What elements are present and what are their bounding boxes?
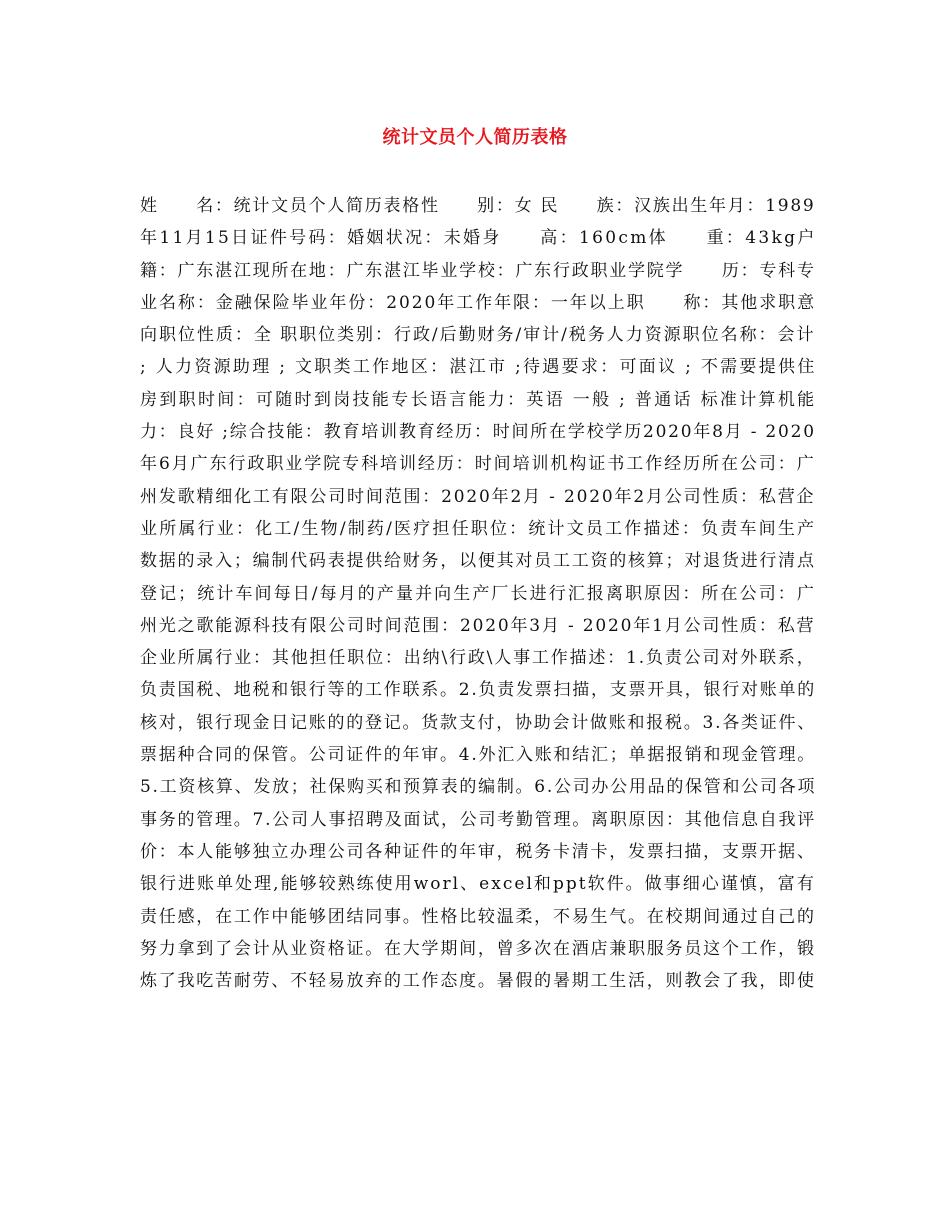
body-line: 努力拿到了会计从业资格证。在大学期间，曾多次在酒店兼职服务员这个工作，锻 [140, 938, 816, 959]
body-line: 炼了我吃苦耐劳、不轻易放弃的工作态度。暑假的暑期工生活，则教会了我，即使 [140, 971, 816, 992]
body-line: 票据种合同的保管。公司证件的年审。4.外汇入账和结汇；单据报销和现金管理。 [140, 745, 816, 766]
body-line: 州光之歌能源科技有限公司时间范围：2020年3月 - 2020年1月公司性质：私营 [140, 615, 816, 636]
body-line: 数据的录入；编制代码表提供给财务，以便其对员工工资的核算；对退货进行清点 [140, 551, 816, 572]
body-line: 籍：广东湛江现所在地：广东湛江毕业学校：广东行政职业学院学 历：专科专 [140, 260, 816, 281]
body-line: 年11月15日证件号码：婚姻状况：未婚身 高：160cm体 重：43kg户 [140, 228, 817, 249]
body-line: 负责国税、地税和银行等的工作联系。2.负责发票扫描，支票开具，银行对账单的 [140, 680, 816, 701]
body-line: 姓 名：统计文员个人简历表格性 别：女 民 族：汉族出生年月：1989 [140, 196, 816, 216]
body-line: ; 人力资源助理 ; 文职类工作地区：湛江市 ;待遇要求：可面议 ; 不需要提供住 [140, 357, 817, 378]
body-line: 业所属行业：化工/生物/制药/医疗担任职位：统计文员工作描述：负责车间生产 [140, 518, 817, 539]
body-line: 登记；统计车间每日/每月的产量并向生产厂长进行汇报离职原因：所在公司：广 [140, 583, 816, 604]
document-body [140, 190, 817, 997]
body-line: 核对，银行现金日记账的的登记。货款支付，协助会计做账和报税。3.各类证件、 [140, 712, 816, 733]
document-title: 统计文员个人简历表格 [382, 127, 568, 148]
body-line: 业名称：金融保险毕业年份：2020年工作年限：一年以上职 称：其他求职意 [140, 292, 817, 313]
body-line: 年6月广东行政职业学院专科培训经历：时间培训机构证书工作经历所在公司：广 [140, 454, 816, 475]
body-line: 银行进账单处理,能够较熟练使用worl、excel和ppt软件。做事细心谨慎，富有 [140, 874, 816, 895]
body-line: 5.工资核算、发放；社保购买和预算表的编制。6.公司办公用品的保管和公司各项 [140, 777, 817, 798]
body-line: 向职位性质：全 职职位类别：行政/后勤财务/审计/税务人力资源职位名称：会计 [140, 325, 816, 346]
body-line: 责任感，在工作中能够团结同事。性格比较温柔，不易生气。在校期间通过自己的 [140, 906, 816, 927]
body-line: 房到职时间：可随时到岗技能专长语言能力：英语 一般 ; 普通话 标准计算机能 [140, 389, 817, 410]
body-line: 企业所属行业：其他担任职位：出纳\行政\人事工作描述：1.负责公司对外联系， [140, 648, 816, 669]
body-line: 州发歌精细化工有限公司时间范围：2020年2月 - 2020年2月公司性质：私营企 [140, 486, 816, 507]
body-line: 力：良好 ;综合技能：教育培训教育经历：时间所在学校学历2020年8月 - 2020 [140, 422, 816, 443]
body-line: 事务的管理。7.公司人事招聘及面试，公司考勤管理。离职原因：其他信息自我评 [140, 809, 816, 830]
body-line: 价：本人能够独立办理公司各种证件的年审，税务卡清卡，发票扫描，支票开据、 [140, 841, 816, 862]
